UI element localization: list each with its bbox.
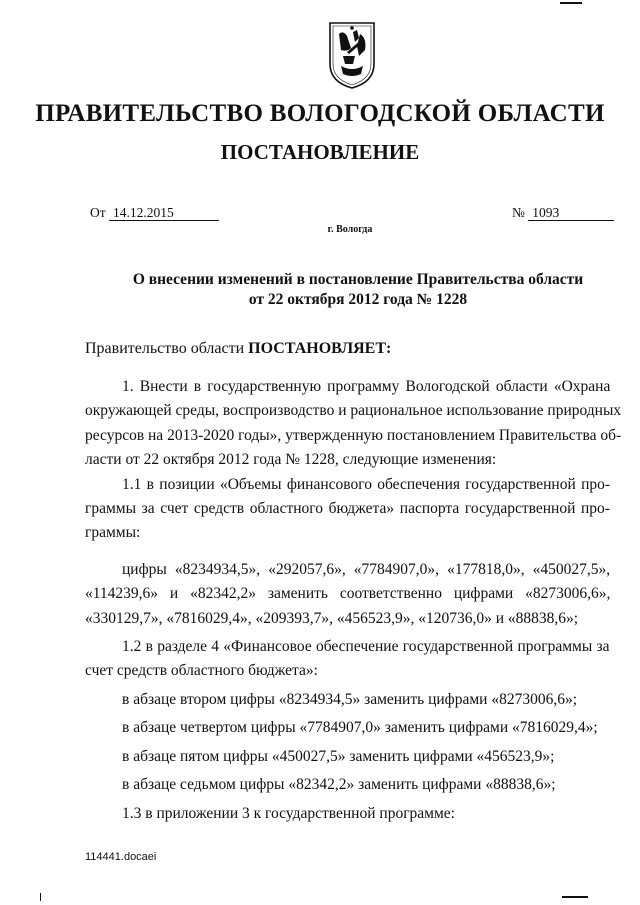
body-line: 1.2 в разделе 4 «Финансовое обеспечение государственной программы за xyxy=(122,638,610,656)
coat-of-arms-icon xyxy=(327,20,377,90)
body-line: цифры «8234934,5», «292057,6», «7784907,0», «177818,0», «450027,5», xyxy=(122,560,611,578)
government-title: ПРАВИТЕЛЬСТВО ВОЛОГОДСКОЙ ОБЛАСТИ xyxy=(35,100,605,127)
document-number: 1093 xyxy=(528,206,614,221)
number-prefix: № xyxy=(512,205,525,220)
document-subject xyxy=(38,270,640,310)
body-line: в абзаце пятом цифры «450027,5» заменить цифрами «456523,9»; xyxy=(122,747,555,765)
body-line: ресурсов на 2013-2020 годы», утвержденную постановлением Правительства об- xyxy=(85,426,622,444)
decree-statement xyxy=(85,340,391,358)
body-line: граммы: xyxy=(85,524,141,542)
document-date: 14.12.2015 xyxy=(109,206,219,221)
decree-keyword: ПОСТАНОВЛЯЕТ: xyxy=(248,340,392,357)
body-line: 1.3 в приложении 3 к государственной программе: xyxy=(122,804,455,822)
city-label: г. Вологда xyxy=(327,224,373,235)
body-line: «114239,6» и «82342,2» заменить соответственно цифрами «8273006,6», xyxy=(85,585,611,603)
subject-line: от 22 октября 2012 года № 1228 xyxy=(248,291,468,308)
scan-mark xyxy=(562,896,588,898)
body-line: в абзаце втором цифры «8234934,5» заменить цифрами «8273006,6»; xyxy=(122,690,577,708)
body-line: в абзаце седьмом цифры «82342,2» заменить цифрами «88838,6»; xyxy=(122,776,556,794)
body-line: в абзаце четвертом цифры «7784907,0» заменить цифрами «7816029,4»; xyxy=(122,719,598,737)
body-line: окружающей среды, воспроизводство и рациональное использование природных xyxy=(85,402,622,420)
file-name-footer: 114441.docaei xyxy=(85,851,157,863)
body-line: «330129,7», «7816029,4», «209393,7», «456523,9», «120736,0» и «88838,6»; xyxy=(85,609,579,627)
body-line: ласти от 22 октября 2012 года № 1228, следующие изменения: xyxy=(85,451,497,469)
date-prefix: От xyxy=(90,205,106,220)
document-type: ПОСТАНОВЛЕНИЕ xyxy=(220,140,420,164)
document-body xyxy=(85,375,622,826)
body-line: 1. Внести в государственную программу Вологодской области «Охрана xyxy=(122,378,611,395)
subject-line: О внесении изменений в постановление Правительства области xyxy=(132,271,584,288)
scan-mark xyxy=(40,893,41,901)
number-line xyxy=(512,205,614,221)
decree-prefix: Правительство области xyxy=(85,340,249,357)
body-line: 1.1 в позиции «Объемы финансового обеспечения государственной про- xyxy=(122,475,611,493)
body-line: граммы за счет средств областного бюджета» паспорта государственной про- xyxy=(85,500,610,518)
scan-mark xyxy=(560,2,582,4)
body-line: счет средств областного бюджета»: xyxy=(85,662,318,680)
date-line xyxy=(90,205,219,221)
